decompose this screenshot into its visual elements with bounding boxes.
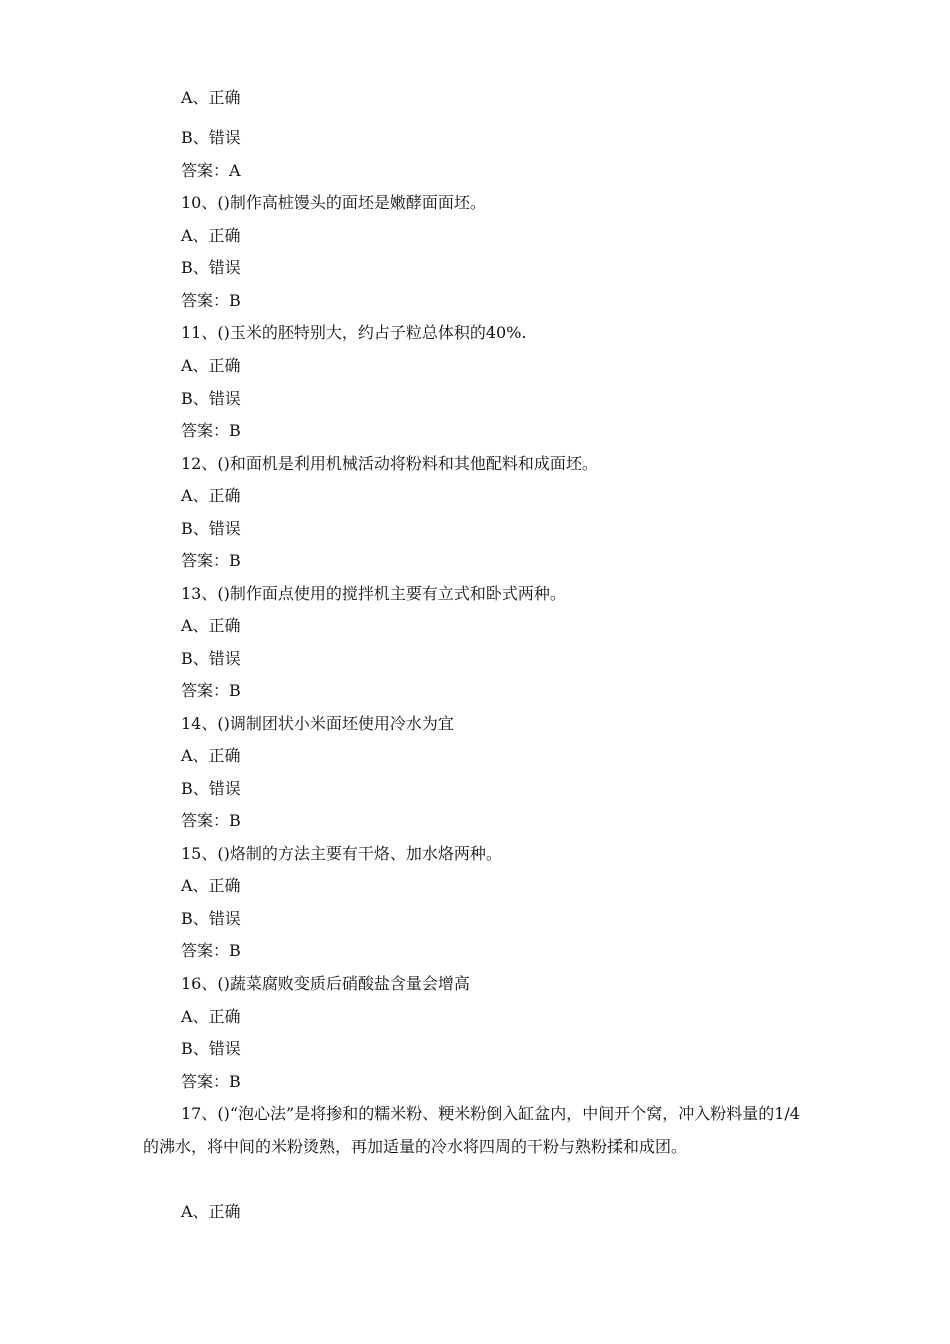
question-14: 14、()调制团状小米面坯使用冷水为宜 (181, 714, 454, 733)
option-b: B、错误 (181, 258, 241, 277)
question-17: 17、()“泡心法”是将掺和的糯米粉、粳米粉倒入缸盆内，中间开个窝，冲入粉料量的1/4的沸水，将中间的米粉烫熟，再加适量的冷水将四周的干粉与熟粉揉和成团。 (143, 1104, 800, 1156)
option-a: A、正确 (181, 746, 241, 765)
option-b: B、错误 (181, 779, 241, 798)
question-11: 11、()玉米的胚特别大，约占子粒总体积的40%. (181, 323, 527, 342)
option-b: B、错误 (181, 128, 241, 147)
option-a: A、正确 (181, 88, 241, 107)
answer: 答案：B (181, 681, 241, 700)
answer: 答案：B (181, 1072, 241, 1091)
option-a: A、正确 (181, 1007, 241, 1026)
question-10: 10、()制作高桩馒头的面坯是嫩酵面面坯。 (181, 193, 486, 212)
answer: 答案：B (181, 811, 241, 830)
answer: 答案：B (181, 941, 241, 960)
answer: 答案：B (181, 421, 241, 440)
option-a: A、正确 (181, 876, 241, 895)
option-b: B、错误 (181, 519, 241, 538)
question-12: 12、()和面机是利用机械活动将粉料和其他配料和成面坯。 (181, 454, 598, 473)
option-a: A、正确 (181, 486, 241, 505)
option-b: B、错误 (181, 1039, 241, 1058)
option-b: B、错误 (181, 649, 241, 668)
answer: 答案：B (181, 291, 241, 310)
option-a: A、正确 (181, 356, 241, 375)
question-16: 16、()蔬菜腐败变质后硝酸盐含量会增高 (181, 974, 470, 993)
answer: 答案：A (181, 161, 241, 180)
answer: 答案：B (181, 551, 241, 570)
option-a: A、正确 (181, 1202, 241, 1221)
question-15: 15、()烙制的方法主要有干烙、加水烙两种。 (181, 844, 502, 863)
option-a: A、正确 (181, 616, 241, 635)
option-b: B、错误 (181, 909, 241, 928)
question-13: 13、()制作面点使用的搅拌机主要有立式和卧式两种。 (181, 584, 566, 603)
option-a: A、正确 (181, 226, 241, 245)
option-b: B、错误 (181, 389, 241, 408)
